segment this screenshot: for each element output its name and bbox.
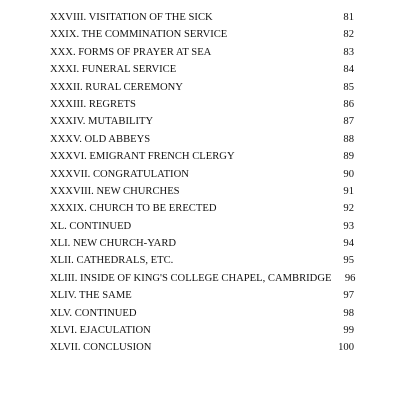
toc-entry[interactable]: [50, 44, 354, 61]
toc-entry-title: XXXII. RURAL CEREMONY: [50, 81, 183, 93]
toc-entry-page: 84: [343, 64, 354, 76]
toc-entry-page: 81: [343, 12, 354, 23]
toc-entry-page: 88: [343, 133, 354, 145]
toc-entry-page: 100: [338, 342, 354, 354]
toc-entry-title: XXXI. FUNERAL SERVICE: [50, 64, 177, 76]
toc-entry-title: XLIII. INSIDE OF KING'S COLLEGE CHAPEL, CAMBRIDGE: [50, 272, 332, 284]
table-of-contents: [50, 9, 354, 357]
toc-entry-page: 91: [343, 185, 354, 197]
toc-entry[interactable]: [50, 235, 354, 252]
toc-entry-title: XXIX. THE COMMINATION SERVICE: [50, 29, 228, 41]
toc-entry[interactable]: [50, 322, 354, 339]
toc-entry[interactable]: [50, 166, 354, 183]
toc-entry-page: 87: [343, 116, 354, 128]
toc-entry-title: XXXVII. CONGRATULATION: [50, 168, 189, 180]
toc-entry[interactable]: [50, 218, 354, 235]
toc-entry[interactable]: [50, 26, 354, 43]
toc-entry[interactable]: [50, 287, 354, 304]
toc-entry[interactable]: [50, 252, 354, 269]
toc-entry[interactable]: [50, 200, 354, 217]
toc-entry[interactable]: [50, 339, 354, 356]
toc-entry-page: 94: [343, 238, 354, 250]
toc-entry-page: 86: [343, 98, 354, 110]
toc-entry-title: XXXIV. MUTABILITY: [50, 116, 154, 128]
toc-entry-page: 89: [343, 151, 354, 163]
toc-entry-page: 98: [343, 307, 354, 319]
toc-entry[interactable]: [50, 183, 354, 200]
toc-entry-page: 93: [343, 220, 354, 232]
toc-entry-page: 96: [344, 272, 356, 284]
toc-entry[interactable]: [50, 305, 354, 322]
toc-entry-page: 92: [343, 203, 354, 215]
toc-entry-title: XXXV. OLD ABBEYS: [50, 133, 151, 145]
toc-entry-page: 90: [343, 168, 354, 180]
toc-entry-page: 95: [343, 255, 354, 267]
toc-entry[interactable]: [50, 270, 354, 287]
toc-entry-title: XLVII. CONCLUSION: [50, 342, 152, 354]
toc-entry-title: XXVIII. VISITATION OF THE SICK: [50, 12, 213, 23]
toc-entry[interactable]: [50, 113, 354, 130]
toc-entry[interactable]: [50, 61, 354, 78]
toc-entry-title: XLV. CONTINUED: [50, 307, 137, 319]
toc-entry-title: XLI. NEW CHURCH-YARD: [50, 238, 177, 250]
toc-entry-title: XXXVI. EMIGRANT FRENCH CLERGY: [50, 151, 235, 163]
toc-entry-title: XL. CONTINUED: [50, 220, 132, 232]
toc-entry-title: XLIV. THE SAME: [50, 290, 132, 302]
toc-entry-page: 83: [343, 46, 354, 58]
toc-entry-title: XXXIII. REGRETS: [50, 98, 136, 110]
toc-entry-title: XXXIX. CHURCH TO BE ERECTED: [50, 203, 217, 215]
toc-entry-title: XXX. FORMS OF PRAYER AT SEA: [50, 46, 212, 58]
toc-entry-page: 85: [343, 81, 354, 93]
toc-entry-page: 97: [343, 290, 354, 302]
toc-entry-title: XLII. CATHEDRALS, ETC.: [50, 255, 174, 267]
toc-entry-title: XLVI. EJACULATION: [50, 325, 151, 337]
toc-entry[interactable]: [50, 96, 354, 113]
toc-entry[interactable]: [50, 9, 354, 26]
toc-entry-page: 99: [343, 325, 354, 337]
toc-entry-title: XXXVIII. NEW CHURCHES: [50, 185, 180, 197]
toc-entry[interactable]: [50, 79, 354, 96]
toc-entry[interactable]: [50, 148, 354, 165]
toc-entry[interactable]: [50, 131, 354, 148]
toc-entry-page: 82: [343, 29, 354, 41]
